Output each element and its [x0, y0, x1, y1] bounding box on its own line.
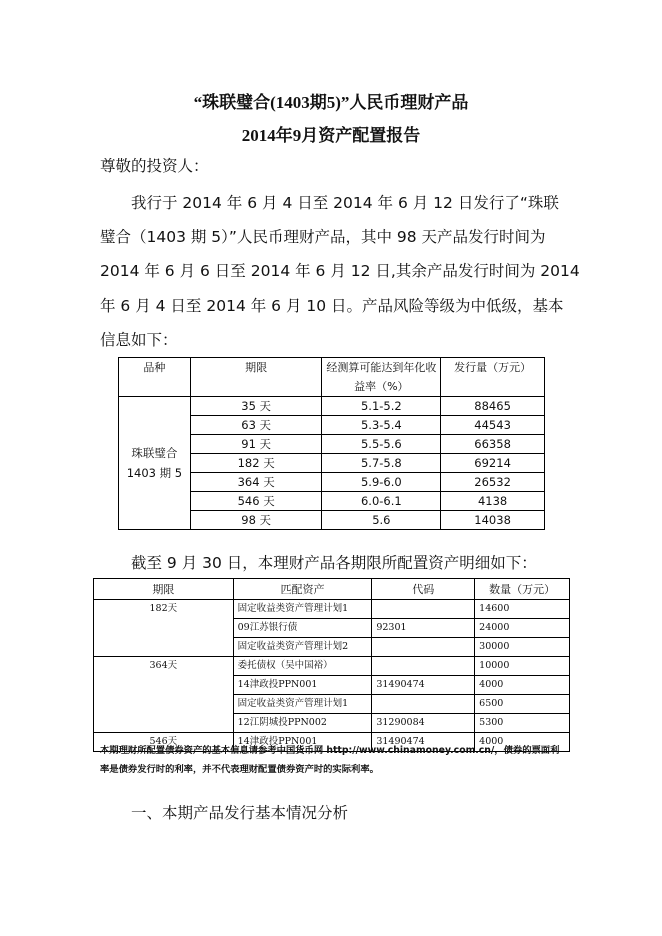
asset-cell: 12江阴城投PPN002 [233, 714, 372, 733]
code-cell [372, 657, 475, 676]
yield-cell: 5.6 [322, 511, 441, 530]
allocation-intro: 截至 9 月 30 日，本理财产品各期限所配置资产明细如下： [131, 554, 537, 572]
term-cell: 182 天 [190, 454, 322, 473]
header-term: 期限 [190, 358, 322, 397]
term-cell: 546天 [94, 733, 234, 752]
header-amount: 数量（万元） [475, 579, 570, 600]
asset-cell: 固定收益类资产管理计划1 [233, 695, 372, 714]
code-cell: 31290084 [372, 714, 475, 733]
amount-cell: 10000 [475, 657, 570, 676]
asset-cell: 14津政投PPN001 [233, 733, 372, 752]
yield-cell: 5.9-6.0 [322, 473, 441, 492]
document-title: “珠联璧合(1403期5)”人民币理财产品 [193, 93, 469, 112]
header-amount: 发行量（万元） [441, 358, 545, 397]
header-variety: 品种 [119, 358, 191, 397]
yield-cell: 5.7-5.8 [322, 454, 441, 473]
term-cell: 364天 [94, 657, 234, 733]
amount-cell: 5300 [475, 714, 570, 733]
table-row [94, 600, 570, 619]
product-info-table [118, 357, 545, 530]
header-code: 代码 [372, 579, 475, 600]
asset-allocation-table [93, 578, 570, 752]
header-term: 期限 [94, 579, 234, 600]
table-row [119, 397, 545, 416]
intro-line-5: 信息如下： [100, 331, 178, 349]
footnote-line-2: 率是债券发行时的利率，并不代表理财配置债券资产时的实际利率。 [100, 764, 379, 775]
footnote-line-1: 本期理财所配置债券资产的基本信息请参考中国货币网 http://www.chinamoney.com.cn/，债券的票面利 [100, 745, 560, 756]
term-cell: 35 天 [190, 397, 322, 416]
amount-cell: 30000 [475, 638, 570, 657]
intro-line-1: 我行于 2014 年 6 月 4 日至 2014 年 6 月 12 日发行了“珠联 [131, 194, 559, 212]
yield-cell: 5.5-5.6 [322, 435, 441, 454]
greeting: 尊敬的投资人： [100, 157, 209, 175]
amount-cell: 24000 [475, 619, 570, 638]
header-asset: 匹配资产 [233, 579, 372, 600]
code-cell [372, 695, 475, 714]
intro-line-2: 璧合（1403 期 5）”人民币理财产品，其中 98 天产品发行时间为 [100, 228, 546, 246]
amount-cell: 14600 [475, 600, 570, 619]
table-row [94, 657, 570, 676]
term-cell: 98 天 [190, 511, 322, 530]
amount-cell: 69214 [441, 454, 545, 473]
document-subtitle: 2014年9月资产配置报告 [241, 126, 421, 145]
asset-cell: 09江苏银行债 [233, 619, 372, 638]
code-cell [372, 600, 475, 619]
asset-cell: 固定收益类资产管理计划2 [233, 638, 372, 657]
term-cell: 182天 [94, 600, 234, 657]
amount-cell: 44543 [441, 416, 545, 435]
code-cell [372, 638, 475, 657]
code-cell: 31490474 [372, 733, 475, 752]
asset-cell: 14津政投PPN001 [233, 676, 372, 695]
term-cell: 364 天 [190, 473, 322, 492]
intro-line-4: 年 6 月 4 日至 2014 年 6 月 10 日。产品风险等级为中低级，基本 [100, 297, 564, 315]
amount-cell: 4138 [441, 492, 545, 511]
intro-line-3: 2014 年 6 月 6 日至 2014 年 6 月 12 日,其余产品发行时间为 2014 [100, 262, 580, 280]
amount-cell: 26532 [441, 473, 545, 492]
term-cell: 546 天 [190, 492, 322, 511]
amount-cell: 6500 [475, 695, 570, 714]
table-header-row [94, 579, 570, 600]
amount-cell: 4000 [475, 733, 570, 752]
product-name-cell [119, 397, 191, 530]
section-heading: 一、本期产品发行基本情况分析 [131, 804, 349, 822]
term-cell: 91 天 [190, 435, 322, 454]
header-yield: 经测算可能达到年化收益率（%） [322, 358, 441, 397]
yield-cell: 6.0-6.1 [322, 492, 441, 511]
amount-cell: 66358 [441, 435, 545, 454]
amount-cell: 4000 [475, 676, 570, 695]
asset-cell: 委托债权（吴中国裕） [233, 657, 372, 676]
product-name-line1: 珠联璧合 [131, 446, 178, 460]
product-name-line2: 1403 期 5 [126, 466, 183, 480]
code-cell: 31490474 [372, 676, 475, 695]
amount-cell: 88465 [441, 397, 545, 416]
code-cell: 92301 [372, 619, 475, 638]
amount-cell: 14038 [441, 511, 545, 530]
yield-cell: 5.1-5.2 [322, 397, 441, 416]
term-cell: 63 天 [190, 416, 322, 435]
yield-cell: 5.3-5.4 [322, 416, 441, 435]
table-header-row [119, 358, 545, 397]
asset-cell: 固定收益类资产管理计划1 [233, 600, 372, 619]
